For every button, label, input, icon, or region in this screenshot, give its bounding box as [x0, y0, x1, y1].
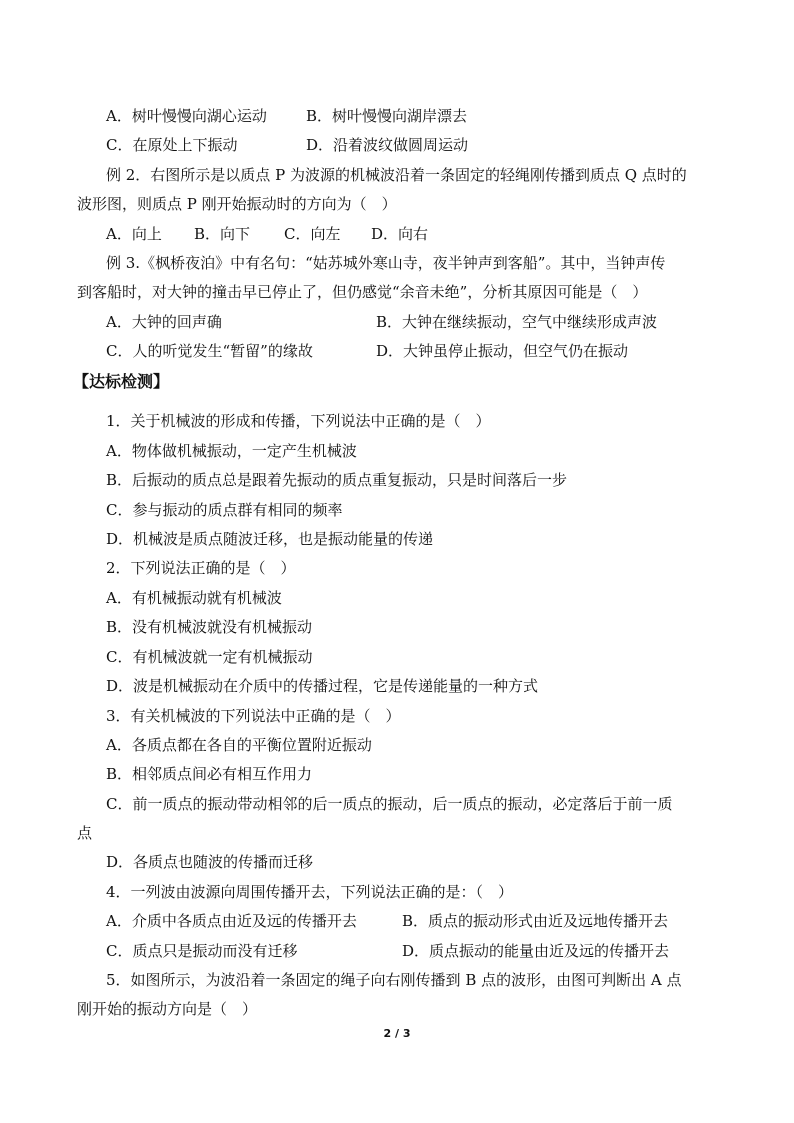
page-number: 2 / 3	[383, 1027, 411, 1040]
q2-option-a: A．有机械振动就有机械波	[106, 589, 282, 607]
example2-line-1: 例 2．右图所示是以质点 P 为波源的机械波沿着一条固定的轻绳刚传播到质点 Q 点时的	[106, 166, 687, 184]
q4-option-d: D．质点振动的能量由近及远的传播开去	[402, 942, 670, 960]
q2-option-b: B．没有机械波就没有机械振动	[106, 618, 313, 636]
example3-line-2: 到客船时，对大钟的撞击早已停止了，但仍感觉“余音未绝”，分析其原因可能是（ ）	[77, 283, 648, 301]
section-title: 【达标检测】	[73, 372, 170, 391]
q1-option-d: D．机械波是质点随波迁移，也是振动能量的传递	[106, 530, 434, 548]
q1-option-b: B．后振动的质点总是跟着先振动的质点重复振动，只是时间落后一步	[106, 471, 568, 489]
example3-line-1: 例 3.《枫桥夜泊》中有名句：“姑苏城外寒山寺，夜半钟声到客船”。其中，当钟声传	[106, 254, 666, 272]
q1-option-a: A．物体做机械振动，一定产生机械波	[106, 442, 357, 460]
example2-line-2: 波形图，则质点 P 刚开始振动时的方向为（ ）	[77, 195, 397, 213]
example2-option-b: B．向下	[194, 225, 251, 243]
example2-option-d: D．向右	[371, 225, 429, 243]
q2-stem: 2．下列说法正确的是（ ）	[106, 559, 296, 577]
example3-option-d: D．大钟虽停止振动，但空气仍在振动	[376, 342, 629, 360]
q2-option-d: D．波是机械振动在介质中的传播过程，它是传递能量的一种方式	[106, 677, 539, 695]
q4-stem: 4．一列波由波源向周围传播开去，下列说法正确的是：（ ）	[106, 883, 514, 901]
q1-option-c: C．参与振动的质点群有相同的频率	[106, 501, 343, 519]
example1-option-a: A．树叶慢慢向湖心运动	[106, 107, 267, 125]
example3-option-a: A．大钟的回声确	[106, 313, 222, 331]
example2-option-a: A．向上	[106, 225, 162, 243]
q5-line-2: 刚开始的振动方向是（ ）	[77, 1000, 258, 1018]
q3-option-c-line-2: 点	[77, 824, 93, 842]
q3-option-b: B．相邻质点间必有相互作用力	[106, 765, 313, 783]
q4-option-b: B．质点的振动形式由近及远地传播开去	[402, 912, 669, 930]
example1-option-d: D．沿着波纹做圆周运动	[306, 136, 469, 154]
q1-stem: 1．关于机械波的形成和传播，下列说法中正确的是（ ）	[106, 412, 491, 430]
example1-option-b: B．树叶慢慢向湖岸漂去	[306, 107, 468, 125]
example1-option-c: C．在原处上下振动	[106, 136, 238, 154]
q4-option-c: C．质点只是振动而没有迁移	[106, 942, 298, 960]
example3-option-b: B．大钟在继续振动，空气中继续形成声波	[376, 313, 658, 331]
q3-option-d: D．各质点也随波的传播而迁移	[106, 853, 314, 871]
example3-option-c: C．人的听觉发生“暂留”的缘故	[106, 342, 313, 360]
q2-option-c: C．有机械波就一定有机械振动	[106, 648, 313, 666]
q3-stem: 3．有关机械波的下列说法中正确的是（ ）	[106, 707, 401, 725]
q3-option-c-line-1: C．前一质点的振动带动相邻的后一质点的振动，后一质点的振动，必定落后于前一质	[106, 795, 673, 813]
example2-option-c: C．向左	[284, 225, 341, 243]
q5-line-1: 5．如图所示，为波沿着一条固定的绳子向右刚传播到 B 点的波形，由图可判断出 A 点	[106, 971, 682, 989]
q3-option-a: A．各质点都在各自的平衡位置附近振动	[106, 736, 372, 754]
q4-option-a: A．介质中各质点由近及远的传播开去	[106, 912, 357, 930]
